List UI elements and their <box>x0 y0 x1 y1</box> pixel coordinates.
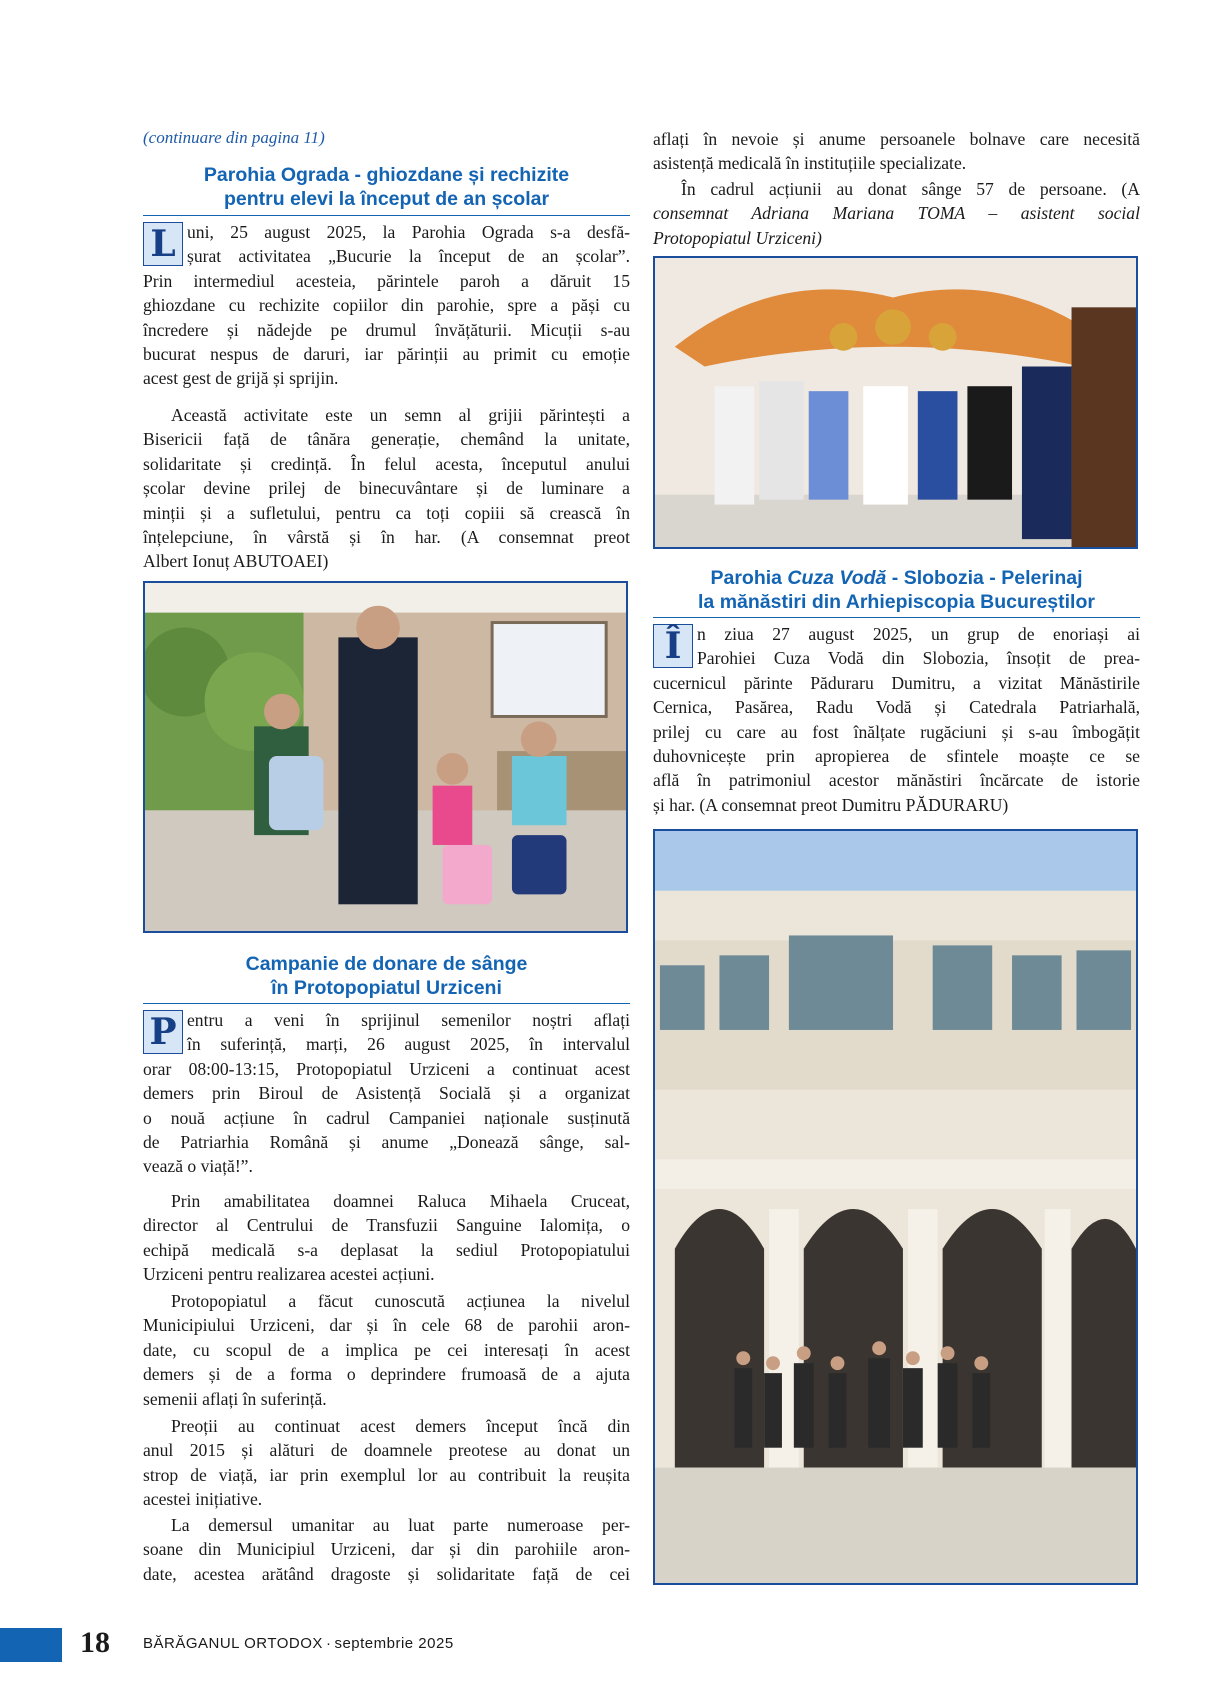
dropcap: Î <box>653 624 693 668</box>
photo-illustration <box>655 258 1136 547</box>
continuation-note: (continuare din pagina 11) <box>143 128 325 147</box>
article3-paragraph-1: Î n ziua 27 august 2025, un grup de enoriași ai Parohiei Cuza Vodă din Slobozia, însoțit de prea- cucernicul părinte Păduraru Dumitru, a vizitat Mănăstirile Cernica, Pasărea, Radu Vodă și Catedrala Patriarhală, prilej cu care au fost înălțate rugăciuni și s-au îmbogățit duhovnicește prin apropierea de sfintele moaște ce se află în patrimoniul acestor mănăstiri încărcate de istorie și har. (A consemnat preot Dumitru PĂDURARU) <box>653 624 1140 815</box>
article2-title: Campanie de donare de sânge în Protopopiatul Urziceni <box>245 953 528 999</box>
article3-title-rule <box>653 617 1140 618</box>
article2-paragraph-4: Preoții au continuat acest demers început încă din anul 2015 și alături de doamnele preotese au donat un strop de viață, iar prin exemplul lor au contribuit la reușita acestei inițiative. <box>143 1416 630 1510</box>
issue-date: septembrie 2025 <box>334 1635 454 1652</box>
article3-title: Parohia Cuza Vodă - Slobozia - Pelerinaj la mănăstiri din Arhiepiscopia Bucureștilor <box>698 567 1095 613</box>
article1-title-rule <box>143 215 630 216</box>
publication-name: BĂRĂGANUL ORTODOX <box>143 1635 323 1652</box>
article1-paragraph-1: L uni, 25 august 2025, la Parohia Ograda s-a desfă- șurat activitatea „Bucurie la început de an școlar”. Prin intermediul acesteia, părintele paroh a dăruit 15 ghiozdane cu rechizite copiilor din parohie, spre a păși cu încredere și nădejde pe drumul învățăturii. Micuții s-au bucurat nespus de daruri, iar părinții au primit cu emoție acest gest de grijă și sprijin. <box>143 222 630 389</box>
article2-paragraph-7: În cadrul acțiunii au donat sânge 57 de persoane. (A consemnat Adriana Mariana TOMA – asistent social Protopopiatul Urziceni) <box>653 179 1140 248</box>
article1-paragraph-2: Această activitate este un semn al grijii părintești a Bisericii față de tânăra generație, chemând la unitate, solidaritate și credință. În felul acesta, începutul anului școlar devine prilej de binecuvântare și de luminare a minții și a sufletului, pentru ca toți copiii să crească în înțelepciune, în vârstă și în har. (A consemnat preot Albert Ionuț ABUTOAEI) <box>143 405 630 572</box>
photo-illustration <box>145 583 626 931</box>
article2-paragraph-2: Prin amabilitatea doamnei Raluca Mihaela Cruceat, director al Centrului de Transfuzii Sanguine Ialomița, o echipă medicală s-a deplasat la sediul Protopopiatului Urziceni pentru realizarea acestei acțiuni. <box>143 1191 630 1285</box>
article2-title-rule <box>143 1003 630 1004</box>
photo-priest-children-backpacks <box>143 581 628 933</box>
article2-paragraph-3: Protopopiatul a făcut cunoscută acțiunea la nivelul Municipiului Urziceni, dar și în cele 68 de parohii aron- date, cu scopul de a implica pe cei interesați în acest demers și de a forma o deprindere frumoasă de a ajuta semenii aflați în suferință. <box>143 1291 630 1409</box>
dropcap: L <box>143 222 183 266</box>
page-number: 18 <box>80 1626 110 1659</box>
photo-blood-donation-team <box>653 256 1138 549</box>
article1-title: Parohia Ograda - ghiozdane și rechizite pentru elevi la început de an școlar <box>203 164 570 210</box>
photo-pilgrims-cathedral <box>653 829 1138 1585</box>
article2-paragraph-5: La demersul umanitar au luat parte numeroase per- soane din Municipiul Urziceni, dar și din parohiile aron- date, acestea arătând dragoste și solidaritate față de cei <box>143 1515 630 1584</box>
dropcap: P <box>143 1010 183 1054</box>
publication-footer: BĂRĂGANUL ORTODOX · septembrie 2025 <box>143 1635 454 1652</box>
footer-accent-bar <box>0 1628 62 1662</box>
article2-paragraph-6: aflați în nevoie și anume persoanele bolnave care necesită asistență medicală în instituțiile specializate. <box>653 129 1140 174</box>
photo-illustration <box>655 831 1136 1583</box>
article2-paragraph-1: P entru a veni în sprijinul semenilor noștri aflați în suferință, marți, 26 august 2025, în intervalul orar 08:00-13:15, Protopopiatul Urziceni a continuat acest demers prin Biroul de Asistență Socială și a organizat o nouă acțiune în cadrul Campaniei naționale susținută de Patriarhia Română și anume „Donează sânge, sal- vează o viață!”. <box>143 1010 630 1177</box>
